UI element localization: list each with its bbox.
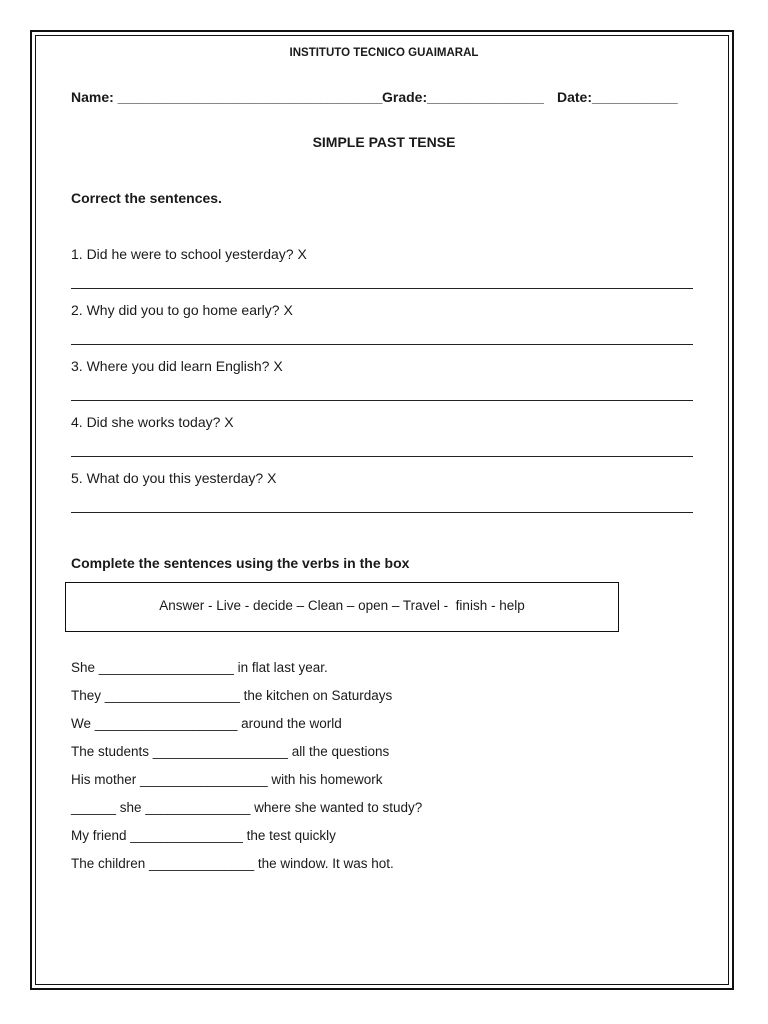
fill-in-sentence: The students __________________ all the questions <box>71 744 390 759</box>
name-field: Name: __________________________________ <box>71 89 383 105</box>
answer-line <box>71 344 693 345</box>
fill-in-sentence: His mother _________________ with his homework <box>71 772 383 787</box>
fill-in-sentence: They __________________ the kitchen on Saturdays <box>71 688 393 703</box>
sentence-item: 3. Where you did learn English? X <box>71 358 283 374</box>
sentence-item: 1. Did he were to school yesterday? X <box>71 246 307 262</box>
answer-line <box>71 400 693 401</box>
grade-field: Grade:_______________ <box>382 89 544 105</box>
sentence-item: 2. Why did you to go home early? X <box>71 302 293 318</box>
fill-in-sentence: My friend _______________ the test quickly <box>71 828 336 843</box>
verb-list: Answer - Live - decide – Clean – open – Travel - finish - help <box>159 598 525 613</box>
section-heading-correct: Correct the sentences. <box>71 190 222 206</box>
sentence-item: 4. Did she works today? X <box>71 414 234 430</box>
school-name: INSTITUTO TECNICO GUAIMARAL <box>289 47 479 59</box>
answer-line <box>71 456 693 457</box>
answer-line <box>71 288 693 289</box>
section-heading-complete: Complete the sentences using the verbs in the box <box>71 555 410 571</box>
fill-in-sentence: The children ______________ the window. It was hot. <box>71 856 394 871</box>
date-field: Date:___________ <box>557 89 678 105</box>
sentence-item: 5. What do you this yesterday? X <box>71 470 277 486</box>
fill-in-sentence: She __________________ in flat last year. <box>71 660 328 675</box>
page-title: SIMPLE PAST TENSE <box>312 134 456 150</box>
fill-in-sentence: We ___________________ around the world <box>71 716 342 731</box>
answer-line <box>71 512 693 513</box>
fill-in-sentence: ______ she ______________ where she wanted to study? <box>71 800 423 815</box>
